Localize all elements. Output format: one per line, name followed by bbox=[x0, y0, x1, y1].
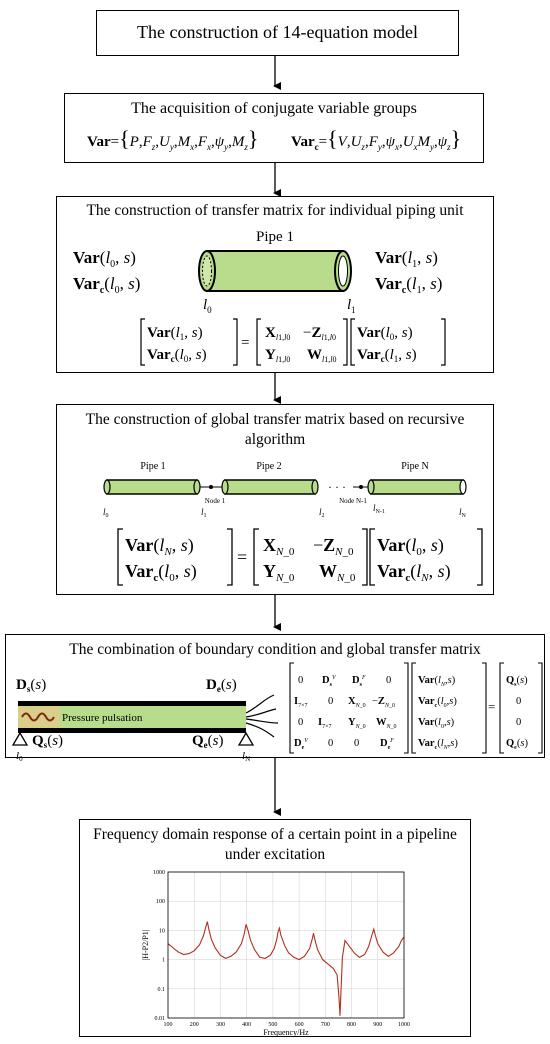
y-tick-label: 0.01 bbox=[154, 1016, 165, 1022]
pos-l0: l0 bbox=[16, 750, 23, 763]
y-tick-label: 10 bbox=[159, 928, 165, 935]
chart-ticks bbox=[153, 870, 410, 1028]
svg-text:0: 0 bbox=[516, 717, 522, 728]
svg-text:0: 0 bbox=[328, 738, 334, 749]
y-tick-label: 0.1 bbox=[157, 986, 165, 993]
step-title: The combination of boundary condition and global transfer matrix bbox=[69, 641, 481, 658]
svg-text:YN_0: $Y_{N\_0}$ bbox=[348, 717, 366, 730]
svg-text:Qe(s): $Q_e(s)$ bbox=[506, 738, 528, 751]
series-line bbox=[168, 922, 404, 1016]
pipe-2-end-left bbox=[222, 480, 228, 494]
position-l1: $l_1$ bbox=[347, 297, 356, 315]
qe-label: $Q_e(s)$ bbox=[192, 733, 224, 750]
pipe-n-label: Pipe N bbox=[401, 461, 429, 472]
step-title-line1: The construction of global transfer matrix based on recursive bbox=[85, 411, 465, 428]
single-pipe-diagram bbox=[57, 223, 493, 313]
svg-text:Var(l0, s): $Var(l_0$, s) bbox=[377, 535, 444, 558]
left-varc: $Var_c(l_0$, s) bbox=[73, 274, 141, 296]
pipe-1-end-left bbox=[104, 480, 110, 494]
boundary-pipe-diagram bbox=[6, 661, 286, 763]
pipe-2-end-right bbox=[312, 480, 318, 494]
svg-text:Var(l0, s): $Var(l_0$, s) bbox=[357, 325, 413, 342]
svg-text:WN_0: $W_{N\_0}$ bbox=[376, 717, 397, 730]
qs-label: $Q_s(s)$ bbox=[32, 733, 64, 750]
node-n1-label: Node N-1 bbox=[339, 497, 367, 505]
svg-text:XN_0: $X_{N\_0}$ bbox=[348, 696, 366, 709]
pipe-n-end-left bbox=[368, 480, 374, 494]
right-varc: $Var_c(l_1$, s) bbox=[375, 274, 443, 296]
ellipsis-dots: · · · bbox=[328, 480, 346, 494]
step-title: The construction of transfer matrix for individual piping unit bbox=[86, 202, 464, 219]
svg-text:=: = bbox=[488, 699, 496, 714]
svg-text:I7×7: $I_{7\times 7}$ bbox=[294, 696, 308, 709]
svg-text:0: 0 bbox=[298, 717, 304, 728]
svg-text:I7×7: $I_{7\times 7}$ bbox=[318, 717, 332, 730]
pipe-n-end-right bbox=[460, 480, 466, 494]
node-n1-marker bbox=[359, 485, 363, 489]
pipe-end-right-inner bbox=[339, 256, 348, 286]
x-tick-label: 100 bbox=[163, 1022, 173, 1028]
left-support-icon bbox=[13, 733, 27, 745]
svg-text:WN_0: $W_{N\_0}$ bbox=[319, 561, 356, 584]
pipe-1-label: Pipe 1 bbox=[140, 461, 166, 472]
step-box-14-equation-model bbox=[96, 10, 459, 56]
ds-label: $D_s(s)$ bbox=[16, 677, 47, 694]
svg-text:Var(l1, s): $Var(l_1$, s) bbox=[147, 325, 203, 342]
svg-text:DeV: $D_e^V$ bbox=[294, 738, 308, 751]
pipe-label: Pipe 1 bbox=[256, 229, 294, 245]
pipe-wall-top bbox=[18, 701, 246, 706]
svg-text:Varc(l0,s): $Var_c(l_0,s)$ bbox=[418, 696, 457, 709]
svg-text:0: 0 bbox=[298, 675, 304, 686]
step-title-line2: algorithm bbox=[244, 431, 306, 448]
svg-text:Var(l0,s): $Var(l_0,s)$ bbox=[418, 717, 455, 730]
right-var: $Var(l_1$, s) bbox=[375, 248, 438, 270]
svg-text:0: 0 bbox=[354, 738, 360, 749]
svg-text:0: 0 bbox=[386, 675, 392, 686]
pressure-pulsation-label: Pressure pulsation bbox=[62, 712, 143, 724]
step-box-individual-transfer-matrix bbox=[56, 196, 494, 373]
step-box-conjugate-variables bbox=[64, 93, 484, 163]
svg-text:Varc(l0, s): $Var_c(l_0$, s) bbox=[147, 347, 207, 364]
x-tick-label: 900 bbox=[373, 1022, 383, 1028]
boundary-matrix-equation bbox=[288, 661, 548, 757]
x-tick-label: 700 bbox=[320, 1022, 330, 1028]
pipe-1-end-right bbox=[194, 480, 200, 494]
svg-text:Xl1,l0: $X_{l1,l0}$ bbox=[265, 325, 291, 342]
y-tick-label: 1000 bbox=[153, 870, 165, 876]
x-axis-label: Frequency/Hz bbox=[263, 1028, 309, 1037]
svg-text:Wl1,l0: $W_{l1,l0}$ bbox=[307, 347, 337, 364]
svg-text:Varc(l0, s): $Var_c(l_0$, s) bbox=[125, 561, 197, 584]
x-tick-label: 1000 bbox=[398, 1022, 410, 1028]
pipe-1-body bbox=[107, 480, 197, 494]
pipe-body bbox=[207, 251, 343, 291]
pos-ln: $l_N$ bbox=[459, 507, 466, 519]
svg-text:YN_0: $Y_{N\_0}$ bbox=[263, 561, 295, 584]
x-tick-label: 200 bbox=[189, 1022, 199, 1028]
de-label: $D_e(s)$ bbox=[206, 677, 237, 694]
svg-text:Var(lN, s): $Var(l_N$, s) bbox=[125, 535, 194, 558]
svg-text:XN_0: $X_{N\_0}$ bbox=[263, 535, 295, 558]
svg-text:Varc(lN,s): $Var_c(l_N,s)$ bbox=[418, 738, 458, 751]
pos-l2: $l_2$ bbox=[319, 507, 325, 519]
pipe-end-left-inner bbox=[203, 256, 212, 286]
pipe-2-label: Pipe 2 bbox=[256, 461, 282, 472]
right-support-icon bbox=[239, 733, 253, 745]
frequency-response-chart bbox=[80, 868, 470, 1036]
y-tick-label: 100 bbox=[156, 899, 165, 906]
position-l0: $l_0$ bbox=[203, 297, 212, 315]
multi-pipe-diagram bbox=[57, 453, 493, 523]
x-tick-label: 400 bbox=[242, 1022, 252, 1028]
pos-l1: $l_1$ bbox=[201, 507, 207, 519]
x-tick-label: 300 bbox=[215, 1022, 225, 1028]
single-transfer-equation bbox=[57, 315, 493, 371]
svg-text:DsF: $D_s^F$ bbox=[352, 675, 366, 688]
node-1-label: Node 1 bbox=[204, 497, 226, 505]
pipe-n-body bbox=[371, 480, 463, 494]
svg-text:Yl1,l0: $Y_{l1,l0}$ bbox=[265, 347, 291, 364]
global-transfer-equation bbox=[57, 525, 493, 591]
svg-text:Var(lN,s): $Var(l_N,s)$ bbox=[418, 675, 456, 688]
svg-text:Varc(l1, s): $Var_c(l_1$, s) bbox=[357, 347, 417, 364]
svg-text:−ZN_0: $-Z_{N\_0}$ bbox=[372, 696, 395, 709]
var-equation: $Var=\{P,F_z,U_y,M_x,F_x,\psi_y,M_z\}$ bbox=[87, 126, 259, 152]
x-tick-label: 600 bbox=[294, 1022, 304, 1028]
svg-text:−Zl1,l0: $-Z_{l1,l0}$ bbox=[303, 325, 336, 342]
varc-equation: $Var_c=\{V,U_z,F_y,\psi_x,U_xM_y,\psi_z\}$ bbox=[291, 126, 462, 152]
end-connection-lines bbox=[246, 695, 278, 737]
y-axis-label: |H-P2/P1| bbox=[141, 929, 150, 961]
x-tick-label: 800 bbox=[347, 1022, 357, 1028]
step-title-line2: under excitation bbox=[224, 846, 326, 863]
svg-text:DsV: $D_s^V$ bbox=[322, 675, 336, 688]
step-box-boundary-combination bbox=[5, 634, 545, 763]
step-title: The acquisition of conjugate variable groups bbox=[131, 100, 417, 117]
step-box-global-transfer-matrix bbox=[56, 404, 494, 595]
pos-l0: $l_0$ bbox=[103, 507, 109, 519]
svg-text:0: 0 bbox=[328, 696, 334, 707]
svg-text:=: = bbox=[237, 547, 248, 567]
pos-ln-1: $l_{N-1}$ bbox=[373, 503, 385, 515]
svg-text:−ZN_0: $-Z_{N\_0}$ bbox=[313, 535, 354, 558]
svg-text:DeF: $D_e^F$ bbox=[380, 738, 394, 751]
step-box-frequency-response bbox=[79, 819, 471, 1037]
svg-text:Qs(s): $Q_s(s)$ bbox=[506, 675, 528, 688]
svg-text:Varc(lN, s): $Var_c(l_N$, s) bbox=[377, 561, 451, 584]
step-title: The construction of 14-equation model bbox=[137, 22, 418, 42]
node-1-marker bbox=[209, 485, 213, 489]
pos-ln: lN bbox=[242, 750, 251, 763]
x-tick-label: 500 bbox=[268, 1022, 278, 1028]
left-var: $Var(l_0$, s) bbox=[73, 248, 136, 270]
y-tick-label: 1 bbox=[162, 957, 165, 964]
step-title-line1: Frequency domain response of a certain point in a pipeline bbox=[93, 826, 457, 843]
svg-text:0: 0 bbox=[516, 696, 522, 707]
chart-series bbox=[168, 922, 404, 1016]
svg-text:=: = bbox=[241, 335, 250, 351]
pipe-2-body bbox=[225, 480, 315, 494]
